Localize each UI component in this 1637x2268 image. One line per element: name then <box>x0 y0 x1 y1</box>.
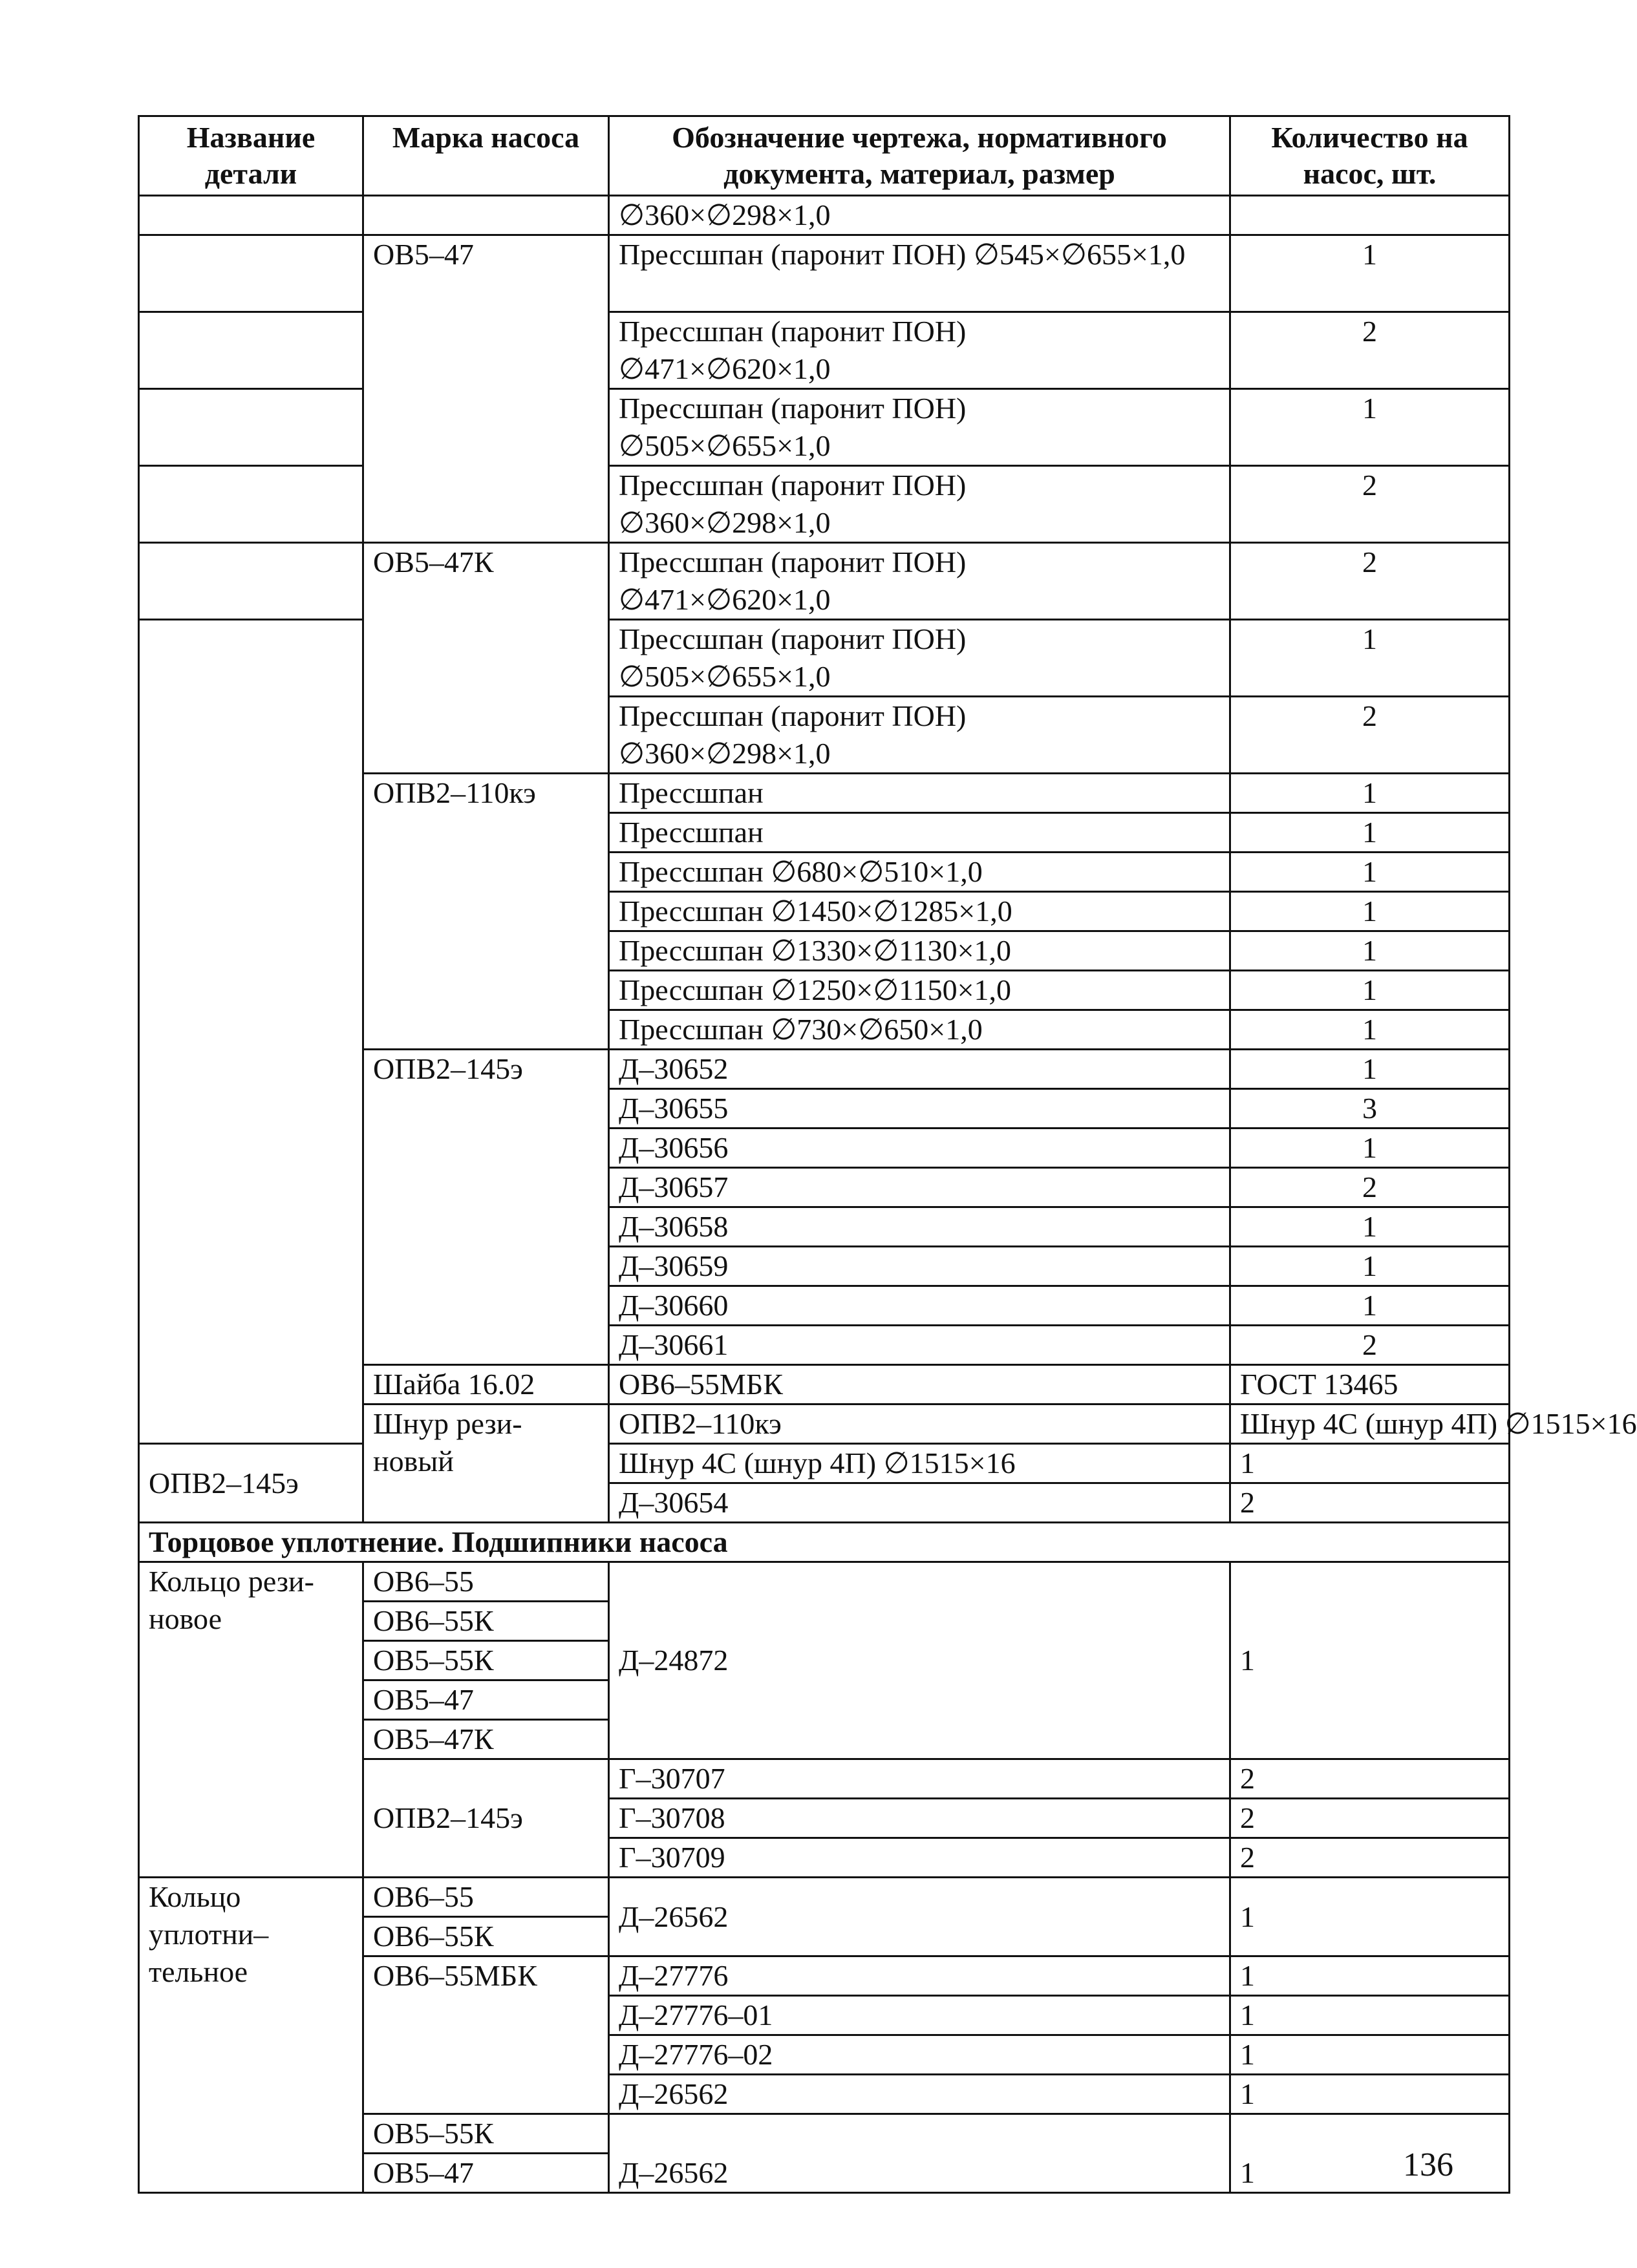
pump-cell: ОВ6–55МБК <box>363 1956 609 2114</box>
qty-cell: 1 <box>1230 620 1510 697</box>
page-number: 136 <box>1403 2146 1453 2183</box>
qty-cell: 1 <box>1230 1996 1510 2035</box>
name-cell <box>139 620 363 1444</box>
pump-cell: ОПВ2–145э <box>363 1759 609 1878</box>
spec-cell: Г–30708 <box>609 1799 1230 1838</box>
qty-cell: 1 <box>1230 235 1510 312</box>
pump-cell: ОВ5–55К <box>363 2114 609 2154</box>
spec-cell: Д–27776–01 <box>609 1996 1230 2035</box>
name-cell: Шнур рези- новый <box>363 1404 609 1523</box>
pump-cell: ОВ6–55 <box>363 1878 609 1917</box>
qty-cell: 1 <box>1230 1050 1510 1089</box>
qty-cell: 2 <box>1230 1168 1510 1207</box>
spec-cell: Д–30659 <box>609 1247 1230 1286</box>
qty-cell: 1 <box>1230 931 1510 971</box>
spec-cell: Прессшпан (паронит ПОН) ∅505×∅655×1,0 <box>609 620 1230 697</box>
pump-cell: ОВ6–55К <box>363 1602 609 1641</box>
spec-cell: Д–30661 <box>609 1326 1230 1365</box>
pump-cell <box>363 196 609 235</box>
name-cell <box>139 389 363 466</box>
qty-cell: 1 <box>1230 1444 1510 1483</box>
qty-cell: 1 <box>1230 971 1510 1010</box>
qty-cell: 1 <box>1230 1207 1510 1247</box>
name-cell <box>139 196 363 235</box>
spec-cell: Прессшпан ∅1330×∅1130×1,0 <box>609 931 1230 971</box>
qty-cell: 2 <box>1230 1483 1510 1523</box>
pump-cell: ОВ5–55К <box>363 1641 609 1680</box>
name-cell <box>139 312 363 389</box>
spec-cell: Прессшпан (паронит ПОН) ∅471×∅620×1,0 <box>609 312 1230 389</box>
qty-cell: 1 <box>1230 1562 1510 1759</box>
name-cell: Кольцо уплотни– тельное <box>139 1878 363 2193</box>
qty-cell: 2 <box>1230 466 1510 543</box>
qty-cell: 2 <box>1230 1799 1510 1838</box>
spec-cell: Д–24872 <box>609 1562 1230 1759</box>
spec-cell: ∅360×∅298×1,0 <box>609 196 1230 235</box>
qty-cell: 1 <box>1230 2035 1510 2075</box>
pump-cell: ОВ6–55МБК <box>609 1365 1230 1404</box>
table-row <box>139 1562 1510 1602</box>
qty-cell: 2 <box>1230 543 1510 620</box>
qty-cell: 1 <box>1230 813 1510 853</box>
spec-cell: Д–30656 <box>609 1129 1230 1168</box>
qty-cell: 2 <box>1230 697 1510 774</box>
qty-cell: 1 <box>1230 853 1510 892</box>
spec-cell: Шнур 4С (шнур 4П) ∅1515×16 <box>1230 1404 1510 1444</box>
header-part-name: Название детали <box>139 116 363 196</box>
spec-cell: Д–30652 <box>609 1050 1230 1089</box>
spec-cell: Шнур 4С (шнур 4П) ∅1515×16 <box>609 1444 1230 1483</box>
pump-cell: ОПВ2–110кэ <box>363 774 609 1050</box>
pump-cell: ОВ5–47К <box>363 543 609 774</box>
section-heading: Торцовое уплотнение. Подшипники насоса <box>139 1523 1510 1562</box>
table-row <box>139 543 1510 620</box>
pump-cell: ОПВ2–145э <box>139 1444 363 1523</box>
name-cell <box>139 543 363 620</box>
table-row <box>139 1878 1510 1917</box>
pump-cell: ОВ5–47 <box>363 2154 609 2193</box>
spec-cell: Д–26562 <box>609 2075 1230 2114</box>
qty-cell: 2 <box>1230 312 1510 389</box>
spec-cell: Д–27776 <box>609 1956 1230 1996</box>
qty-cell: 1 <box>1230 1878 1510 1956</box>
name-cell: Кольцо рези- новое <box>139 1562 363 1878</box>
table-row <box>139 1444 1510 1483</box>
pump-cell: ОПВ2–145э <box>363 1050 609 1365</box>
spec-cell: Прессшпан (паронит ПОН) ∅360×∅298×1,0 <box>609 466 1230 543</box>
header-quantity: Количество на насос, шт. <box>1230 116 1510 196</box>
table-row <box>139 235 1510 312</box>
spec-cell: Д–30660 <box>609 1286 1230 1326</box>
header-pump-model: Марка насоса <box>363 116 609 196</box>
qty-cell: 1 <box>1230 774 1510 813</box>
spec-cell: Д–26562 <box>609 2114 1230 2193</box>
qty-cell: 1 <box>1230 1286 1510 1326</box>
spec-cell: Д–30654 <box>609 1483 1230 1523</box>
qty-cell: 1 <box>1230 1010 1510 1050</box>
spec-cell: ГОСТ 13465 <box>1230 1365 1510 1404</box>
spec-cell: Прессшпан ∅1450×∅1285×1,0 <box>609 892 1230 931</box>
spec-cell: Д–30658 <box>609 1207 1230 1247</box>
spec-cell: Г–30709 <box>609 1838 1230 1878</box>
name-cell <box>139 466 363 543</box>
table-row <box>139 312 1510 389</box>
header-spec: Обозначение чертежа, нормативного документа, материал, размер <box>609 116 1230 196</box>
qty-cell: 1 <box>1230 892 1510 931</box>
name-cell: Шайба 16.02 <box>363 1365 609 1404</box>
spec-cell: Д–30657 <box>609 1168 1230 1207</box>
pump-cell: ОВ6–55К <box>363 1917 609 1956</box>
qty-cell: 1 <box>1230 1129 1510 1168</box>
qty-cell: 1 <box>1230 2075 1510 2114</box>
qty-cell: 2 <box>1230 1326 1510 1365</box>
spec-cell: Прессшпан (паронит ПОН) ∅471×∅620×1,0 <box>609 543 1230 620</box>
spec-cell: Прессшпан (паронит ПОН) ∅360×∅298×1,0 <box>609 697 1230 774</box>
spec-cell: Г–30707 <box>609 1759 1230 1799</box>
qty-cell: 1 <box>1230 389 1510 466</box>
name-cell <box>139 235 363 312</box>
table-header-row <box>139 116 1510 196</box>
qty-cell: 1 <box>1230 1956 1510 1996</box>
qty-cell: 2 <box>1230 1759 1510 1799</box>
spec-cell: Прессшпан ∅730×∅650×1,0 <box>609 1010 1230 1050</box>
pump-cell: ОВ5–47 <box>363 235 609 543</box>
parts-table <box>138 115 1637 2194</box>
spec-cell: Прессшпан (паронит ПОН) ∅505×∅655×1,0 <box>609 389 1230 466</box>
spec-cell: Прессшпан <box>609 774 1230 813</box>
pump-cell: ОВ5–47 <box>363 1680 609 1720</box>
table-row <box>139 620 1510 697</box>
section-row <box>139 1523 1510 1562</box>
qty-cell: 1 <box>1230 1247 1510 1286</box>
table-row <box>139 196 1510 235</box>
spec-cell: Д–27776–02 <box>609 2035 1230 2075</box>
qty-cell: 2 <box>1230 1838 1510 1878</box>
spec-cell: Прессшпан ∅680×∅510×1,0 <box>609 853 1230 892</box>
qty-cell: 3 <box>1230 1089 1510 1129</box>
table-row <box>139 466 1510 543</box>
spec-cell: Д–30655 <box>609 1089 1230 1129</box>
pump-cell: ОВ6–55 <box>363 1562 609 1602</box>
table-row <box>139 389 1510 466</box>
spec-cell: Прессшпан ∅1250×∅1150×1,0 <box>609 971 1230 1010</box>
spec-cell: Прессшпан (паронит ПОН) ∅545×∅655×1,0 <box>609 235 1230 312</box>
qty-cell: 1 <box>1230 2114 1510 2193</box>
qty-cell <box>1230 196 1510 235</box>
spec-cell: Прессшпан <box>609 813 1230 853</box>
pump-cell: ОПВ2–110кэ <box>609 1404 1230 1444</box>
spec-cell: Д–26562 <box>609 1878 1230 1956</box>
pump-cell: ОВ5–47К <box>363 1720 609 1759</box>
